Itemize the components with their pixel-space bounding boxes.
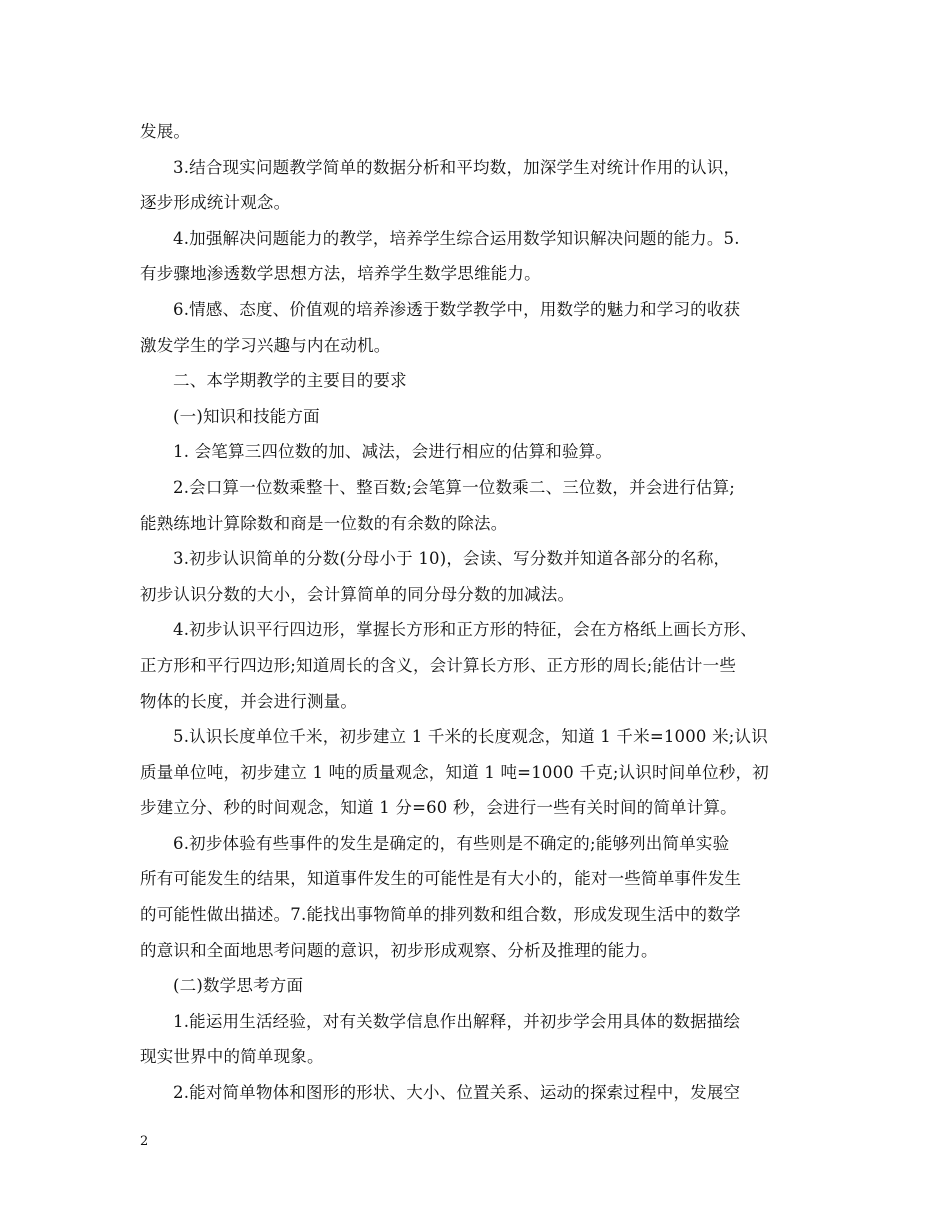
text-line: 1. 会笔算三四位数的加、减法，会进行相应的估算和验算。 [173, 442, 613, 462]
text-line: (二)数学思考方面 [173, 976, 304, 996]
text-line: 步建立分、秒的时间观念，知道 1 分=60 秒，会进行一些有关时间的简单计算。 [140, 798, 737, 818]
text-line: 的可能性做出描述。7.能找出事物简单的排列数和组合数，形成发现生活中的数学 [140, 905, 741, 925]
text-line: 激发学生的学习兴趣与内在动机。 [140, 335, 391, 355]
text-line: 二、本学期教学的主要目的要求 [173, 371, 407, 391]
text-line: 6.情感、态度、价值观的培养渗透于数学教学中，用数学的魅力和学习的收获 [173, 299, 741, 319]
text-line: 2.能对简单物体和图形的形状、大小、位置关系、运动的探索过程中，发展空 [173, 1083, 741, 1103]
text-line: (一)知识和技能方面 [173, 406, 320, 426]
text-line: 发展。 [140, 122, 191, 141]
text-line: 所有可能发生的结果，知道事件发生的可能性是有大小的，能对一些简单事件发生 [140, 869, 742, 889]
text-line: 4.加强解决问题能力的教学，培养学生综合运用数学知识解决问题的能力。5. [173, 228, 740, 248]
text-line: 现实世界中的简单现象。 [140, 1047, 324, 1067]
text-line: 3.结合现实问题教学简单的数据分析和平均数，加深学生对统计作用的认识， [173, 157, 741, 177]
text-line: 能熟练地计算除数和商是一位数的有余数的除法。 [140, 513, 508, 533]
text-line: 1.能运用生活经验，对有关数学信息作出解释，并初步学会用具体的数据描绘 [173, 1011, 741, 1031]
text-line: 质量单位吨，初步建立 1 吨的质量观念，知道 1 吨=1000 千克;认识时间单位秒，初 [140, 762, 769, 782]
text-line: 正方形和平行四边形;知道周长的含义，会计算长方形、正方形的周长;能估计一些 [140, 655, 737, 675]
text-line: 2.会口算一位数乘整十、整百数;会笔算一位数乘二、三位数，并会进行估算; [173, 477, 736, 497]
text-line: 有步骤地渗透数学思想方法，培养学生数学思维能力。 [140, 264, 541, 284]
text-line: 初步认识分数的大小，会计算简单的同分母分数的加减法。 [140, 584, 575, 604]
text-line: 3.初步认识简单的分数(分母小于 10)，会读、写分数并知道各部分的名称， [173, 549, 731, 569]
text-line: 5.认识长度单位千米，初步建立 1 千米的长度观念，知道 1 千米=1000 米;认识 [173, 727, 768, 747]
text-line: 物体的长度，并会进行测量。 [140, 691, 358, 711]
page-number: 2 [140, 1134, 149, 1149]
text-line: 4.初步认识平行四边形，掌握长方形和正方形的特征，会在方格纸上画长方形、 [173, 620, 757, 640]
text-line: 的意识和全面地思考问题的意识，初步形成观察、分析及推理的能力。 [140, 940, 658, 960]
text-line: 6.初步体验有些事件的发生是确定的，有些则是不确定的;能够列出简单实验 [173, 833, 730, 853]
document-body [140, 114, 812, 1111]
text-line: 逐步形成统计观念。 [140, 193, 291, 213]
